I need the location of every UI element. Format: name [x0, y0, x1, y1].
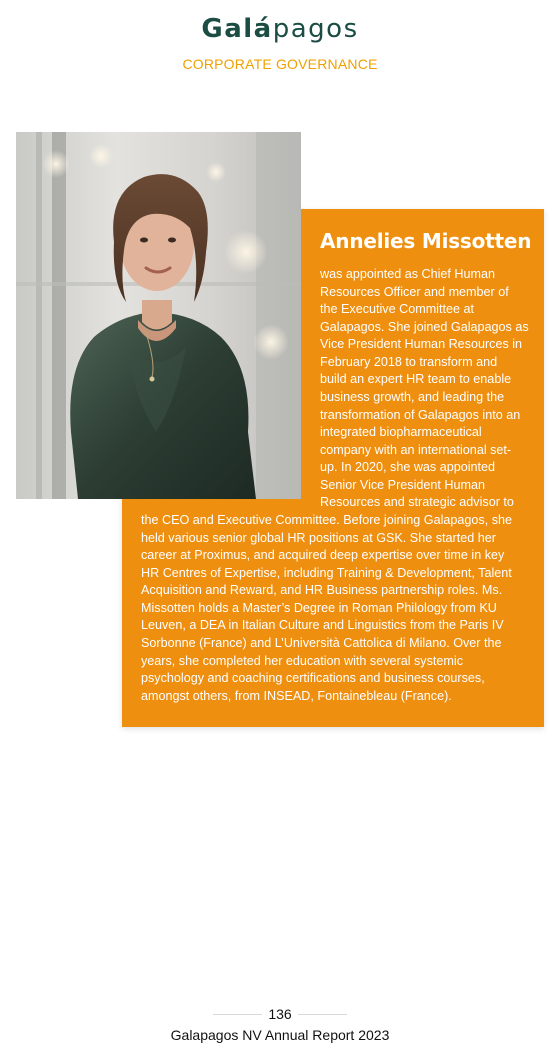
- profile-photo: [16, 132, 301, 499]
- bio-line: HR Centres of Expertise, including Training & Development, Talent: [141, 566, 512, 580]
- bio-line: Vice President Human Resources in: [320, 337, 523, 351]
- bio-line: amongst others, from INSEAD, Fontainebleau (France).: [141, 689, 452, 703]
- bio-line: build an expert HR team to enable: [320, 372, 512, 386]
- bio-line: Missotten holds a Master’s Degree in Roman Philology from KU: [141, 601, 497, 615]
- bio-line: business growth, and leading the: [320, 390, 505, 404]
- logo-text-light: pagos: [272, 14, 359, 44]
- bio-line: Resources and strategic advisor to: [320, 495, 514, 509]
- page-number: [0, 1006, 560, 1022]
- bio-line: Resources Officer and member of: [320, 285, 509, 299]
- bio-line: Leuven, a DEA in Italian Culture and Linguistics from the Paris IV: [141, 618, 504, 632]
- bio-line: held various senior global HR positions at GSK. She started her: [141, 531, 496, 545]
- person-name: Annelies Missotten: [320, 229, 532, 253]
- bio-line: up. In 2020, she was appointed: [320, 460, 496, 474]
- bio-line: the Executive Committee at: [320, 302, 474, 316]
- bio-line: Acquisition and Reward, and HR Business partnership roles. Ms.: [141, 583, 503, 597]
- report-title: Galapagos NV Annual Report 2023: [170, 1027, 390, 1043]
- bio-line: Sorbonne (France) and L’Università Cattolica di Milano. Over the: [141, 636, 502, 650]
- bio-line: the CEO and Executive Committee. Before joining Galapagos, she: [141, 513, 513, 527]
- bio-line: years, she completed her education with several systemic: [141, 654, 463, 668]
- bio-line: psychology and coaching certifications and business courses,: [141, 671, 485, 685]
- section-title: CORPORATE GOVERNANCE: [182, 56, 378, 72]
- page-number-value: 136: [262, 1006, 297, 1022]
- bio-line: transformation of Galapagos into an: [320, 408, 521, 422]
- logo-text-bold: Galá: [201, 14, 273, 44]
- bio-line: Galapagos. She joined Galapagos as: [320, 320, 529, 334]
- bio-line: February 2018 to transform and: [320, 355, 498, 369]
- bio-line: integrated biopharmaceutical: [320, 425, 482, 439]
- portrait-image: [16, 132, 301, 499]
- bio-line: Senior Vice President Human: [320, 478, 485, 492]
- bio-line: career at Proximus, and acquired deep expertise over time in key: [141, 548, 505, 562]
- galapagos-logo: [0, 14, 560, 44]
- bio-line: company with an international set-: [320, 443, 512, 457]
- bio-line: was appointed as Chief Human: [320, 267, 496, 281]
